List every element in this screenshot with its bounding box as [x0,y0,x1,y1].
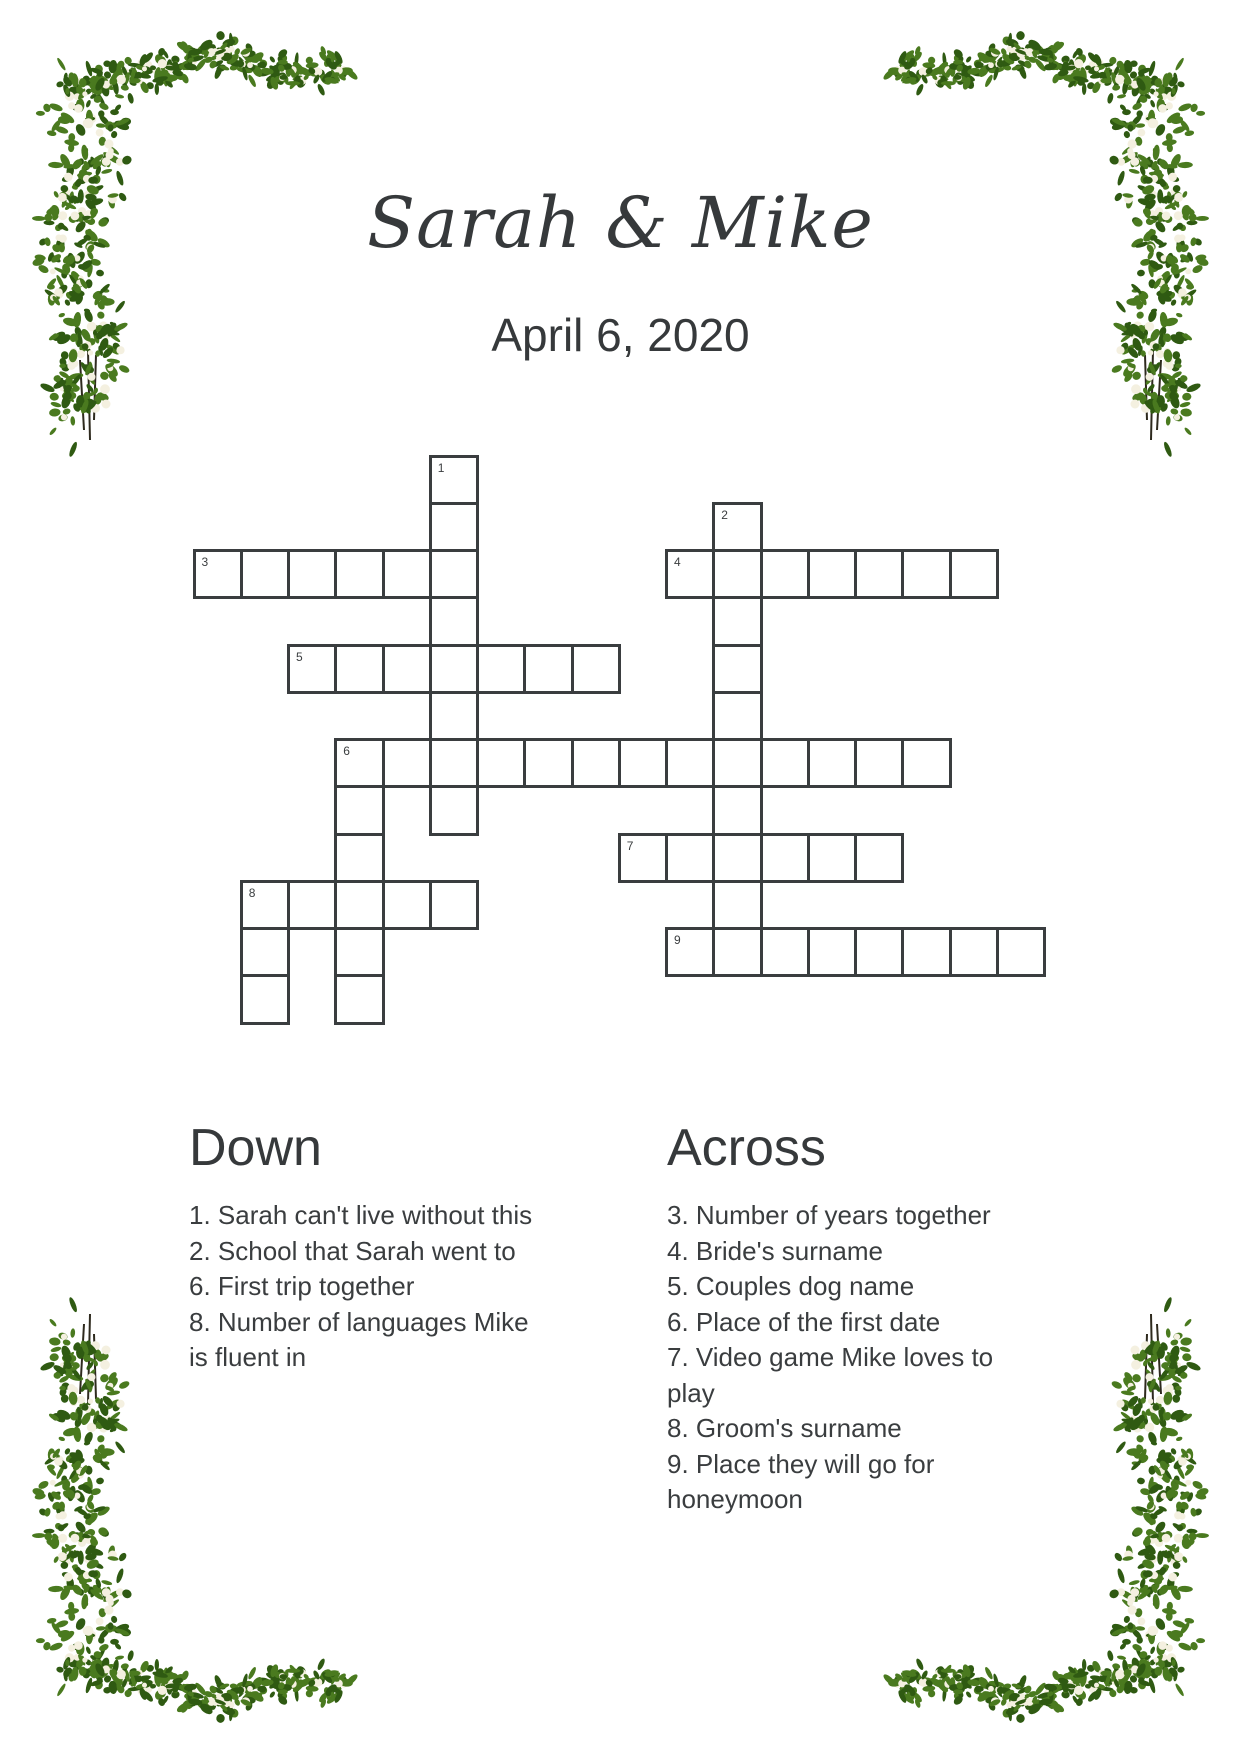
across-clue: 5. Couples dog name [667,1271,915,1301]
crossword-cell[interactable] [429,455,479,505]
crossword-cell[interactable] [523,738,573,788]
crossword-cell[interactable] [712,880,762,930]
across-clue: 7. Video game Mike loves to [667,1342,994,1372]
crossword-cell[interactable] [334,549,384,599]
crossword-cell[interactable] [760,549,810,599]
crossword-cell[interactable] [429,502,479,552]
crossword-cell[interactable] [193,549,243,599]
crossword-cell[interactable] [760,927,810,977]
crossword-cell[interactable] [665,549,715,599]
crossword-cell[interactable] [665,833,715,883]
crossword-cell[interactable] [901,927,951,977]
crossword-cell[interactable] [287,549,337,599]
crossword-cell[interactable] [712,549,762,599]
crossword-cell[interactable] [807,549,857,599]
crossword-cell[interactable] [949,549,999,599]
wedding-date: April 6, 2020 [491,309,750,361]
crossword-cell[interactable] [712,502,762,552]
clue-number: 4 [674,555,681,569]
crossword-cell[interactable] [571,644,621,694]
clue-number: 9 [674,933,681,947]
down-clues-section [189,1118,609,1376]
crossword-cell[interactable] [240,880,290,930]
crossword-cell[interactable] [334,738,384,788]
across-clue: play [667,1377,715,1408]
crossword-cell[interactable] [382,549,432,599]
crossword-cell[interactable] [712,927,762,977]
crossword-cell[interactable] [429,691,479,741]
crossword-cell[interactable] [901,738,951,788]
crossword-cell[interactable] [949,927,999,977]
crossword-cell[interactable] [618,833,668,883]
crossword-cell[interactable] [712,596,762,646]
crossword-cell[interactable] [240,549,290,599]
crossword-cell[interactable] [382,880,432,930]
crossword-cell[interactable] [429,785,479,835]
down-clue-list [189,1198,609,1376]
crossword-cell[interactable] [287,644,337,694]
clue-number: 1 [437,460,445,475]
crossword-cell[interactable] [712,738,762,788]
clue-number: 3 [201,555,209,569]
crossword-cell[interactable] [334,785,384,835]
across-clue-list [667,1198,1087,1518]
crossword-cell[interactable] [807,738,857,788]
crossword-cell[interactable] [571,738,621,788]
across-clue: 4. Bride's surname [667,1235,883,1266]
crossword-cell[interactable] [712,644,762,694]
crossword-cell[interactable] [854,833,904,883]
clue-number: 6 [343,744,350,758]
across-clue: honeymoon [667,1484,803,1514]
crossword-cell[interactable] [807,833,857,883]
down-heading: Down [189,1119,322,1177]
down-clue: 8. Number of languages Mike [189,1306,529,1337]
crossword-cell[interactable] [429,549,479,599]
crossword-cell[interactable] [712,785,762,835]
down-clue: 6. First trip together [189,1271,415,1301]
down-clue: 1. Sarah can't live without this [189,1200,533,1230]
down-clue: is fluent in [189,1342,307,1372]
crossword-cell[interactable] [712,833,762,883]
crossword-cell[interactable] [760,833,810,883]
crossword-cell[interactable] [618,738,668,788]
crossword-cell[interactable] [429,644,479,694]
across-clue: 6. Place of the first date [667,1306,941,1337]
crossword-cell[interactable] [334,833,384,883]
crossword-cell[interactable] [665,927,715,977]
crossword-cell[interactable] [712,691,762,741]
across-heading: Across [667,1119,826,1177]
crossword-cell[interactable] [240,974,290,1024]
crossword-cell[interactable] [854,927,904,977]
crossword-cell[interactable] [807,927,857,977]
crossword-grid [194,456,1045,1024]
crossword-cell[interactable] [665,738,715,788]
clue-number: 8 [248,885,256,900]
crossword-cell[interactable] [854,549,904,599]
crossword-cell[interactable] [476,644,526,694]
down-clue: 2. School that Sarah went to [189,1235,516,1266]
crossword-cell[interactable] [901,549,951,599]
crossword-cell[interactable] [240,927,290,977]
crossword-cell[interactable] [382,644,432,694]
crossword-cell[interactable] [382,738,432,788]
across-clue: 3. Number of years together [667,1200,991,1230]
crossword-cell[interactable] [334,880,384,930]
clue-number: 2 [721,507,728,522]
crossword-cell[interactable] [429,880,479,930]
crossword-cell[interactable] [429,596,479,646]
crossword-cell[interactable] [334,927,384,977]
across-clue: 9. Place they will go for [667,1448,935,1479]
across-clue: 8. Groom's surname [667,1413,902,1443]
crossword-cell[interactable] [476,738,526,788]
crossword-cell[interactable] [996,927,1046,977]
across-clues-section [667,1118,1087,1518]
crossword-cell[interactable] [429,738,479,788]
clue-number: 5 [296,649,303,664]
crossword-cell[interactable] [760,738,810,788]
crossword-cell[interactable] [287,880,337,930]
couple-names-title: Sarah & Mike [367,182,874,264]
crossword-cell[interactable] [854,738,904,788]
clue-number: 7 [626,838,634,853]
crossword-cell[interactable] [523,644,573,694]
crossword-cell[interactable] [334,644,384,694]
crossword-cell[interactable] [334,974,384,1024]
